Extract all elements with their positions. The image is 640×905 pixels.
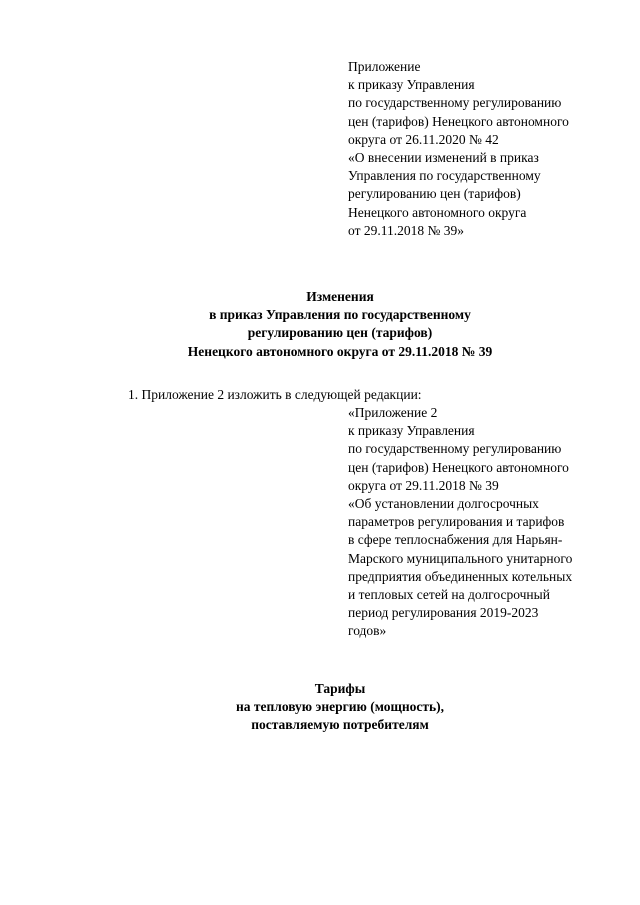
appendix-header-line: от 29.11.2018 № 39»: [348, 222, 464, 238]
changes-title-line: регулированию цен (тарифов): [247, 325, 433, 341]
item-one-text: 1. Приложение 2 изложить в следующей редакции:: [128, 387, 422, 402]
tariffs-title-line: поставляемую потребителям: [251, 717, 429, 733]
changes-title-line: Изменения: [306, 289, 374, 304]
quoted-appendix-line: предприятия объединенных котельных: [348, 568, 573, 584]
appendix-header-line: по государственному регулированию: [348, 95, 562, 111]
quoted-appendix-line: период регулирования 2019-2023: [348, 605, 539, 621]
quoted-appendix-line: округа от 29.11.2018 № 39: [348, 477, 499, 493]
quoted-appendix-line: в сфере теплоснабжения для Нарьян-: [348, 532, 563, 548]
changes-title: [0, 288, 640, 361]
appendix-header-line: регулированию цен (тарифов): [348, 186, 521, 202]
quoted-appendix-line: «Об установлении долгосрочных: [348, 496, 539, 512]
changes-title-line: Ненецкого автономного округа от 29.11.2018 № 39: [187, 343, 493, 359]
quoted-appendix-line: параметров регулирования и тарифов: [348, 514, 565, 530]
quoted-appendix-line: Марского муниципального унитарного: [348, 550, 573, 566]
appendix-header-line: округа от 26.11.2020 № 42: [348, 131, 499, 147]
quoted-appendix-line: к приказу Управления: [348, 423, 475, 439]
quoted-appendix-line: «Приложение 2: [348, 405, 438, 420]
tariffs-title-line: Тарифы: [314, 681, 366, 696]
quoted-appendix-line: годов»: [348, 623, 387, 639]
appendix-header-line: Ненецкого автономного округа: [348, 204, 527, 220]
tariffs-title: [0, 680, 640, 735]
changes-title-line: в приказ Управления по государственному: [209, 307, 471, 323]
appendix-header-line: к приказу Управления: [348, 77, 475, 93]
appendix-header: [348, 58, 569, 240]
tariffs-title-line: на тепловую энергию (мощность),: [235, 699, 445, 715]
appendix-header-line: «О внесении изменений в приказ: [348, 150, 539, 166]
item-one-paragraph: [128, 386, 422, 404]
appendix-header-line: Приложение: [348, 59, 421, 74]
quoted-appendix-line: цен (тарифов) Ненецкого автономного: [348, 459, 569, 475]
quoted-appendix-line: и тепловых сетей на долгосрочный: [348, 587, 550, 603]
appendix-header-line: цен (тарифов) Ненецкого автономного: [348, 113, 569, 129]
quoted-appendix: [348, 404, 572, 641]
appendix-header-line: Управления по государственному: [348, 168, 541, 184]
quoted-appendix-line: по государственному регулированию: [348, 441, 562, 457]
